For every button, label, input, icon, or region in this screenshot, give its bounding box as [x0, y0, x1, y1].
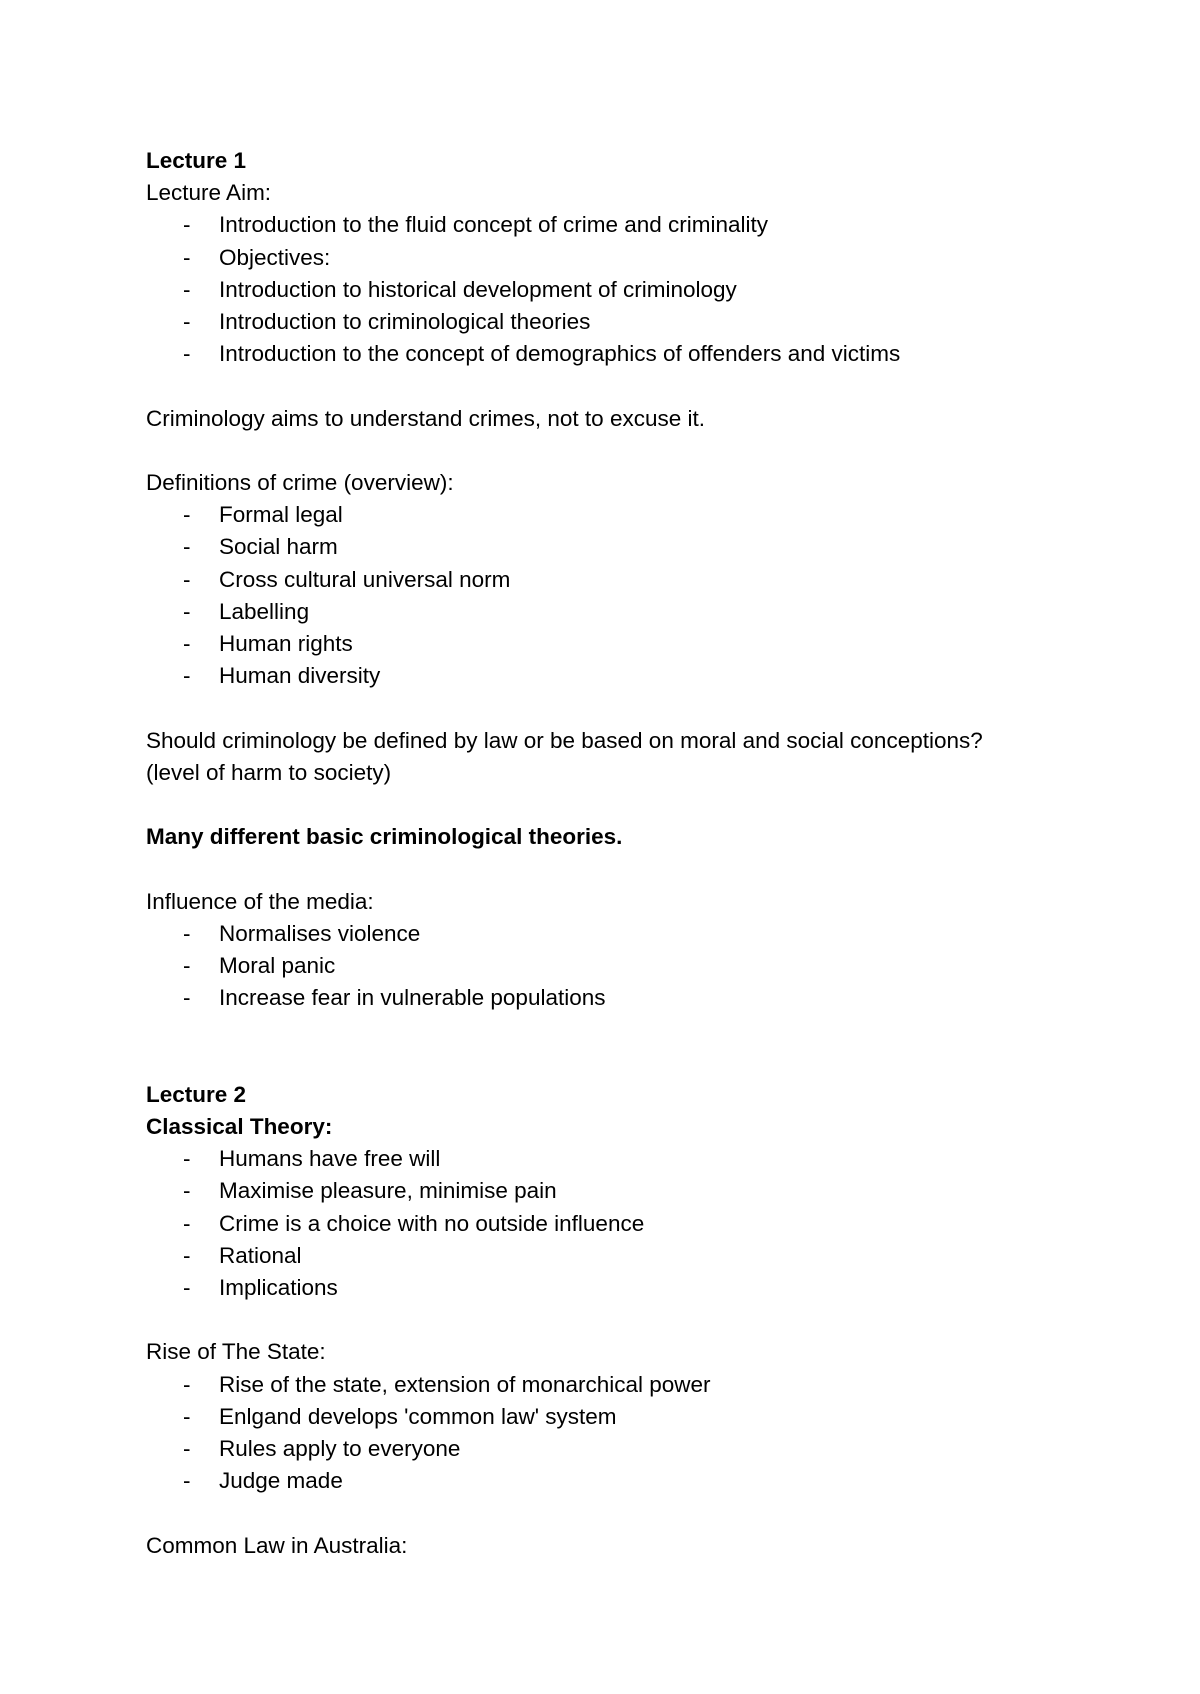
list-item-text: Normalises violence [219, 920, 421, 946]
question-line-1: Should criminology be defined by law or be based on moral and social conceptions? [146, 727, 983, 753]
list-item-text: Introduction to criminological theories [219, 309, 591, 335]
media-list [146, 918, 1106, 1015]
list-item-text: Human rights [219, 631, 353, 657]
list-item-text: Cross cultural universal norm [219, 566, 511, 592]
list-item-text: Introduction to the concept of demographics of offenders and victims [219, 341, 901, 367]
spacer [146, 853, 1106, 885]
list-item-text: Crime is a choice with no outside influence [219, 1210, 645, 1236]
spacer [146, 1014, 1106, 1078]
common-law-label: Common Law in Australia: [146, 1532, 408, 1558]
list-item [146, 531, 1106, 563]
dash-bullet: - [183, 1468, 191, 1494]
dash-bullet: - [183, 953, 191, 978]
list-item [146, 1240, 1106, 1272]
list-item [146, 918, 1106, 950]
list-item [146, 1272, 1106, 1304]
dash-bullet: - [183, 1210, 191, 1236]
dash-bullet: - [183, 1275, 191, 1301]
spacer [146, 692, 1106, 724]
dash-bullet: - [183, 534, 191, 560]
question-line-2: (level of harm to society) [146, 759, 392, 785]
classical-theory-label: Classical Theory: [146, 1114, 333, 1139]
dash-bullet: - [183, 502, 191, 528]
document-content [146, 145, 1106, 1562]
lecture-aim-list [146, 209, 1106, 370]
dash-bullet: - [183, 1403, 191, 1429]
dash-bullet: - [183, 985, 191, 1011]
dash-bullet: - [183, 1242, 191, 1268]
list-item [146, 1175, 1106, 1207]
classical-theory-list [146, 1143, 1106, 1304]
list-item-text: Moral panic [219, 953, 336, 978]
list-item-text: Enlgand develops 'common law' system [219, 1403, 617, 1429]
dash-bullet: - [183, 244, 191, 270]
dash-bullet: - [183, 212, 191, 238]
media-label: Influence of the media: [146, 888, 374, 914]
list-item-text: Social harm [219, 534, 338, 560]
dash-bullet: - [183, 276, 191, 302]
dash-bullet: - [183, 631, 191, 657]
aims-statement: Criminology aims to understand crimes, not to excuse it. [146, 405, 705, 431]
dash-bullet: - [183, 1146, 191, 1172]
dash-bullet: - [183, 1371, 191, 1397]
spacer [146, 1304, 1106, 1336]
list-item [146, 209, 1106, 241]
list-item-text: Objectives: [219, 244, 331, 270]
dash-bullet: - [183, 598, 191, 624]
dash-bullet: - [183, 566, 191, 592]
list-item [146, 1465, 1106, 1497]
theories-statement: Many different basic criminological theories. [146, 824, 623, 850]
list-item [146, 306, 1106, 338]
lecture-2-heading: Lecture 2 [146, 1081, 247, 1107]
spacer [146, 1497, 1106, 1529]
dash-bullet: - [183, 341, 191, 367]
list-item [146, 338, 1106, 370]
rise-of-state-list [146, 1369, 1106, 1498]
list-item [146, 660, 1106, 692]
dash-bullet: - [183, 663, 191, 689]
list-item-text: Rules apply to everyone [219, 1436, 461, 1462]
spacer [146, 370, 1106, 402]
spacer [146, 435, 1106, 467]
dash-bullet: - [183, 920, 191, 946]
spacer [146, 789, 1106, 821]
lecture-1-heading: Lecture 1 [146, 148, 247, 173]
list-item [146, 499, 1106, 531]
list-item-text: Increase fear in vulnerable populations [219, 985, 606, 1011]
list-item [146, 274, 1106, 306]
list-item-text: Labelling [219, 598, 310, 624]
list-item [146, 564, 1106, 596]
definitions-label: Definitions of crime (overview): [146, 470, 454, 495]
rise-of-state-label: Rise of The State: [146, 1339, 326, 1365]
list-item-text: Rise of the state, extension of monarchical power [219, 1371, 711, 1397]
list-item [146, 1143, 1106, 1175]
list-item [146, 628, 1106, 660]
list-item [146, 1401, 1106, 1433]
list-item [146, 1208, 1106, 1240]
list-item-text: Formal legal [219, 502, 343, 528]
list-item [146, 1369, 1106, 1401]
list-item-text: Judge made [219, 1468, 343, 1494]
list-item-text: Humans have free will [219, 1146, 441, 1172]
list-item [146, 1433, 1106, 1465]
list-item-text: Introduction to the fluid concept of crime and criminality [219, 212, 769, 238]
list-item-text: Human diversity [219, 663, 381, 689]
list-item-text: Implications [219, 1275, 338, 1301]
definitions-list [146, 499, 1106, 692]
dash-bullet: - [183, 309, 191, 335]
list-item-text: Rational [219, 1242, 302, 1268]
list-item [146, 242, 1106, 274]
dash-bullet: - [183, 1436, 191, 1462]
lecture-aim-label: Lecture Aim: [146, 180, 272, 206]
dash-bullet: - [183, 1178, 191, 1204]
list-item [146, 950, 1106, 982]
list-item-text: Maximise pleasure, minimise pain [219, 1178, 557, 1204]
list-item-text: Introduction to historical development of criminology [219, 276, 737, 302]
list-item [146, 596, 1106, 628]
list-item [146, 982, 1106, 1014]
